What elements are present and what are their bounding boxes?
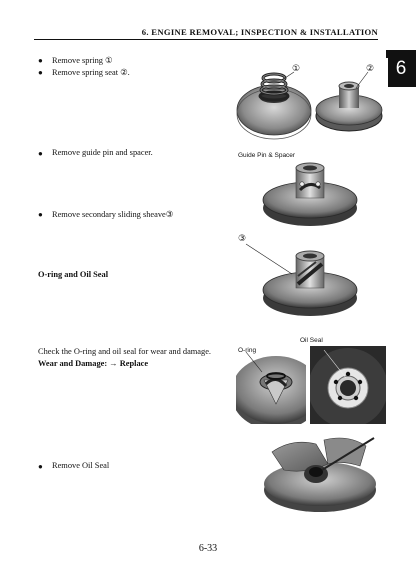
step-remove-guide-pin: Remove guide pin and spacer. (52, 148, 153, 157)
bullet-icon: ● (38, 68, 43, 77)
o-ring-photo (236, 346, 306, 424)
bullet-icon: ● (38, 462, 43, 471)
step-remove-spring-seat: Remove spring seat ②. (52, 68, 130, 77)
chapter-tab: 6 (386, 50, 416, 87)
page-number: 6-33 (198, 543, 218, 554)
label-oil-seal: Oil Seal (300, 337, 323, 344)
remove-oil-seal-photo (262, 434, 380, 514)
chapter-title: 6. ENGINE REMOVAL; INSPECTION & INSTALLATION (141, 27, 378, 37)
header-divider (34, 39, 378, 40)
callout-spring: ① (292, 63, 301, 73)
step-remove-spring: Remove spring ① (52, 56, 113, 65)
label-guide-pin-spacer: Guide Pin & Spacer (238, 152, 296, 159)
step-remove-oil-seal: Remove Oil Seal (52, 461, 110, 470)
bullet-icon: ● (38, 56, 43, 65)
callout-spring-seat: ② (366, 63, 375, 73)
sliding-sheave-photo (234, 234, 388, 320)
bullet-icon: ● (38, 210, 43, 219)
oil-seal-photo (310, 346, 386, 424)
callout-sliding-sheave: ③ (238, 233, 247, 243)
guide-pin-photo (234, 150, 388, 230)
spring-photo (234, 58, 388, 150)
check-instruction: Check the O-ring and oil seal for wear and damage. (38, 347, 212, 356)
step-remove-sliding-sheave: Remove secondary sliding sheave③ (52, 210, 174, 219)
section-heading: O-ring and Oil Seal (38, 270, 109, 279)
label-o-ring: O-ring (238, 347, 257, 354)
replace-instruction: Wear and Damage: → Replace (38, 359, 149, 368)
bullet-icon: ● (38, 149, 43, 158)
